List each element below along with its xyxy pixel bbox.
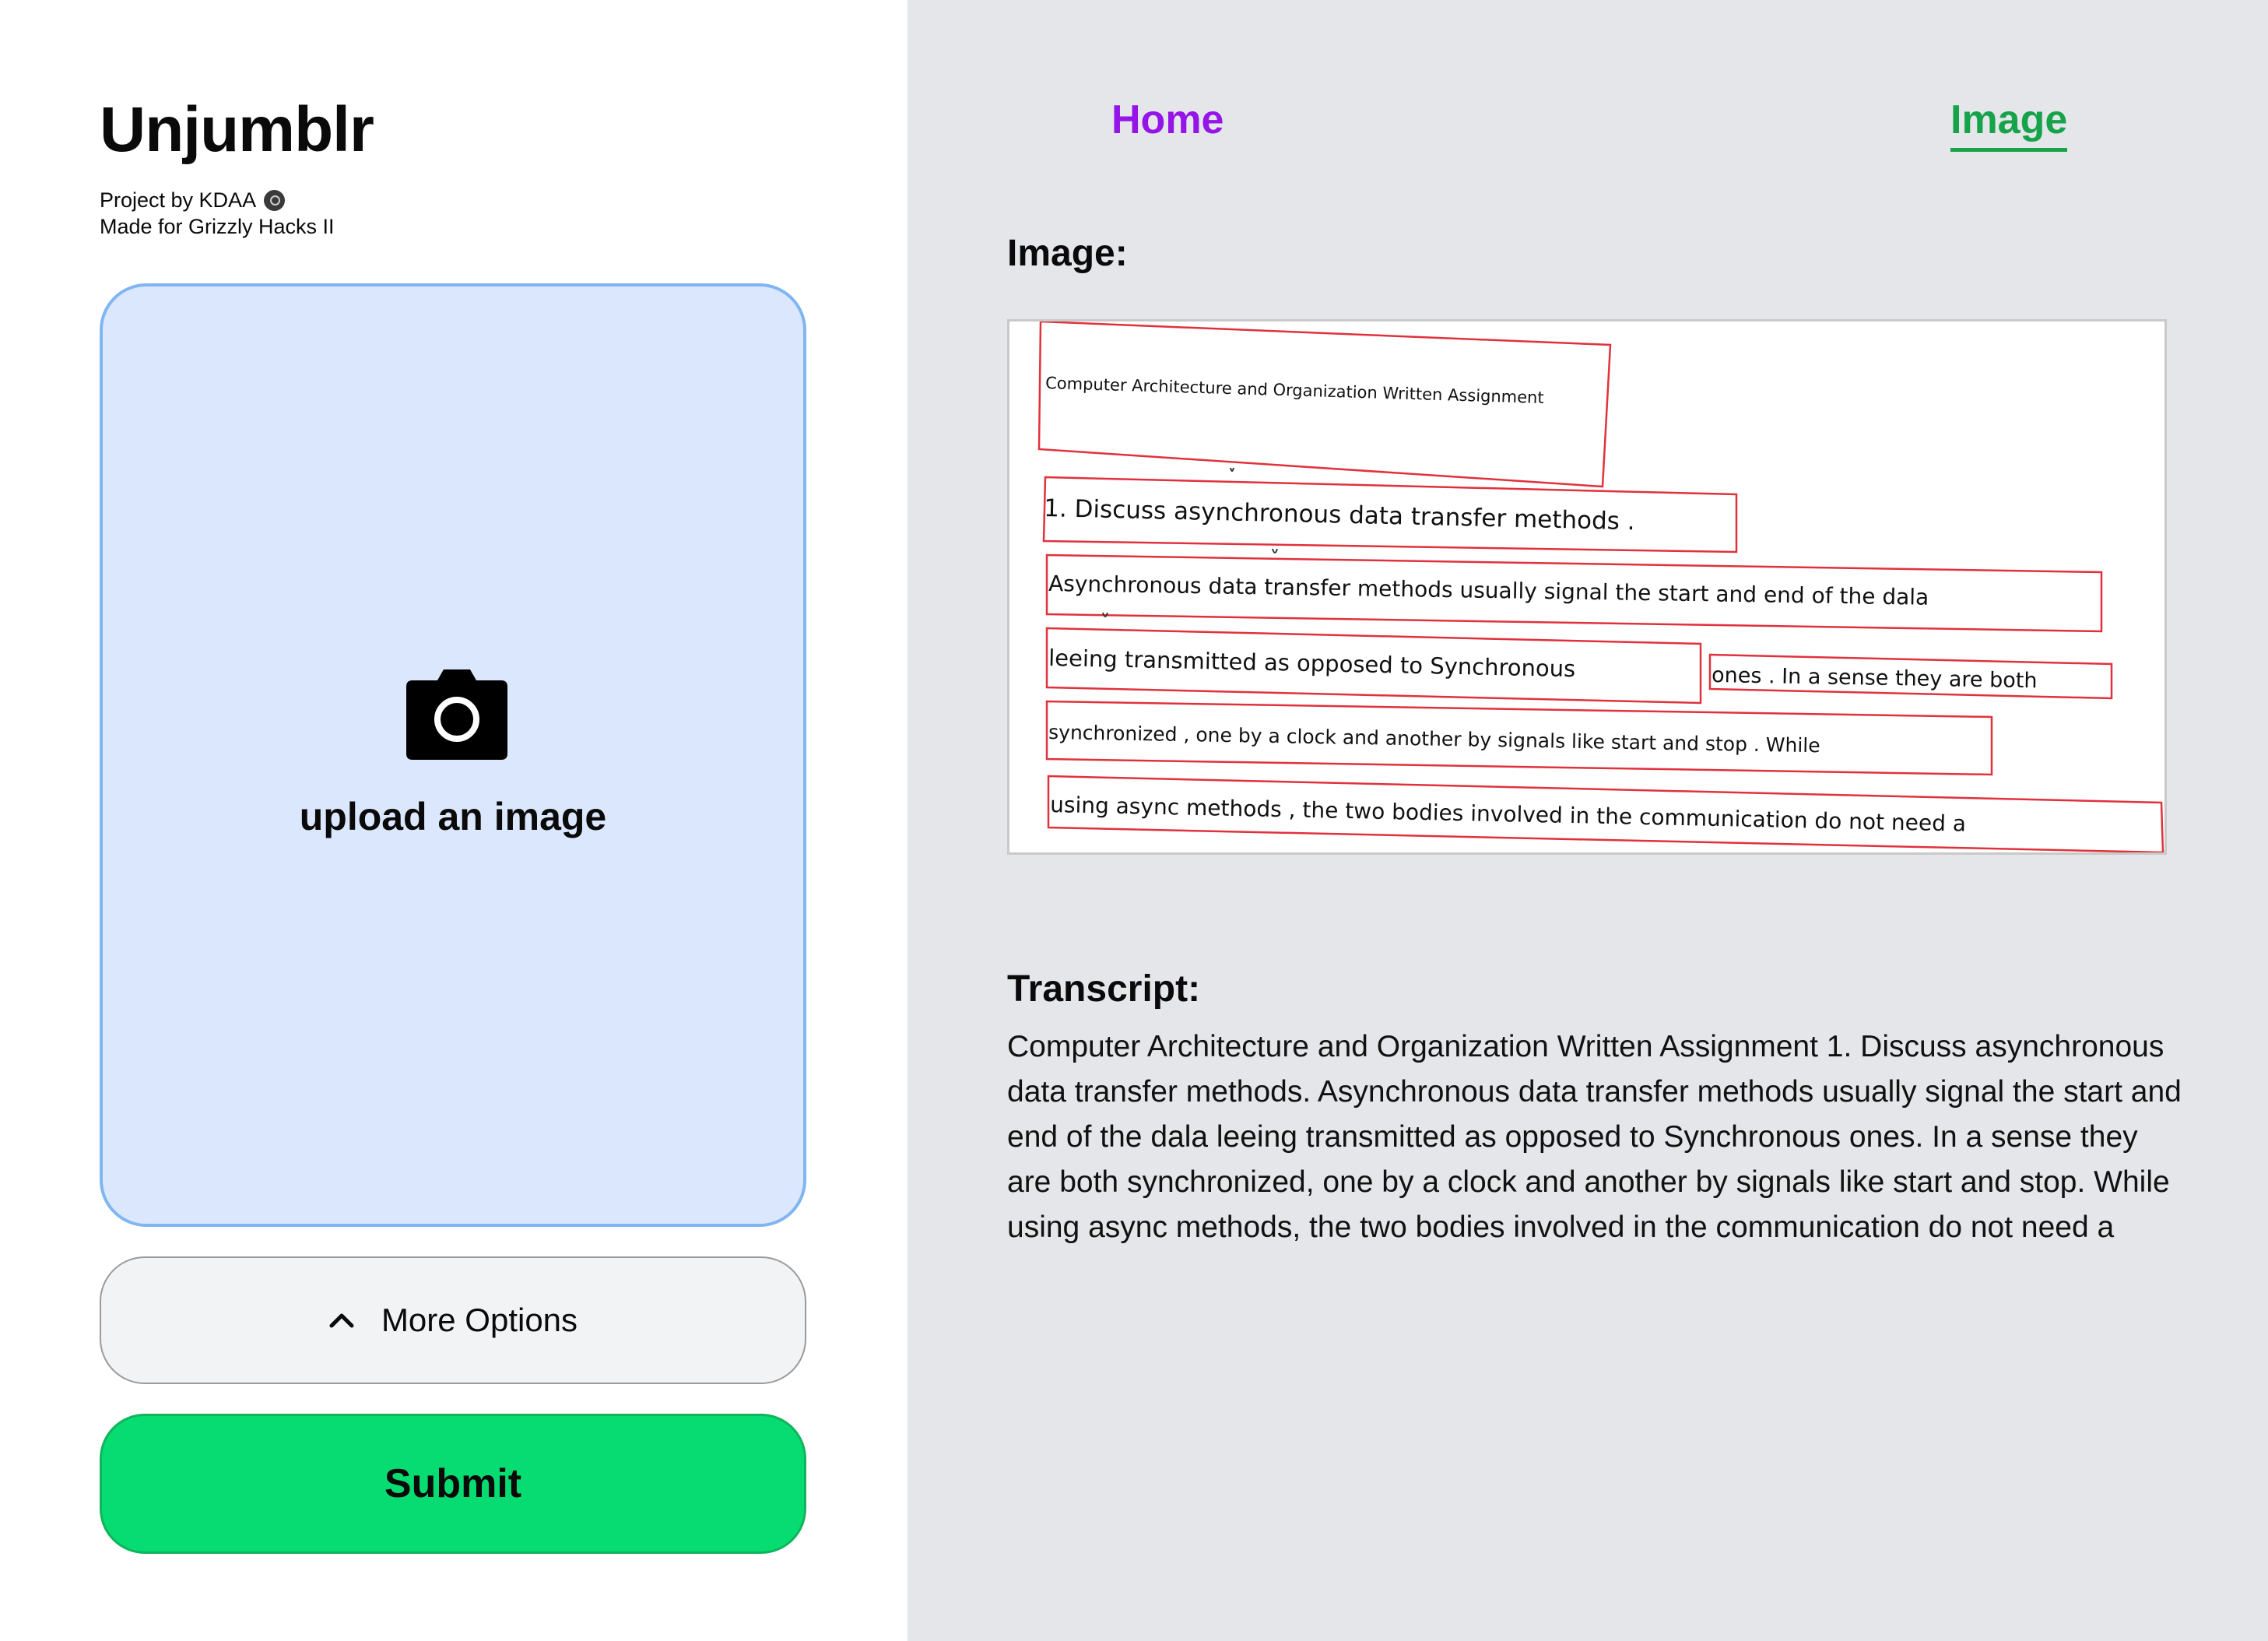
transcript-text: Computer Architecture and Organization Written Assignment 1. Discuss asynchronous data transfer methods. Asynchronous data transfer methods usually signal the start and end of the dala leeing transmitted as opposed to Synchronous ones. In a sense they are both synchronized, one by a clock and another by signals like start and stop. While using async methods, the two bodies involved in the communication do not need a xyxy=(1007,1030,2182,1244)
upload-label: upload an image xyxy=(299,795,607,838)
scan-line: Asynchronous data transfer methods usually signal the start and end of the dala xyxy=(1048,571,1929,610)
credits xyxy=(100,187,335,240)
transcript-heading: Transcript: xyxy=(1007,968,1201,1010)
image-upload-dropzone[interactable] xyxy=(100,283,806,1227)
ocr-image-preview xyxy=(1007,319,2167,855)
image-heading: Image: xyxy=(1007,233,1128,274)
scanned-document xyxy=(1009,322,2164,852)
scan-line: ones . In a sense they are both xyxy=(1711,663,2038,694)
more-options-button[interactable] xyxy=(100,1256,806,1384)
scan-line: Computer Architecture and Organization Written Assignment xyxy=(1044,374,1545,408)
app-title: Unjumblr xyxy=(100,94,374,165)
nav-home-link[interactable]: Home xyxy=(1111,97,1224,142)
chevron-up-icon xyxy=(328,1312,355,1329)
more-options-label: More Options xyxy=(381,1302,578,1338)
made-for-line: Made for Grizzly Hacks II xyxy=(100,215,335,238)
scan-line: synchronized , one by a clock and another by signals like start and stop . While xyxy=(1048,721,1820,757)
camera-icon xyxy=(406,669,507,760)
scan-line: leeing transmitted as opposed to Synchronous xyxy=(1048,645,1576,683)
kdaa-logo-icon xyxy=(264,190,285,211)
left-panel xyxy=(0,0,908,1641)
scan-line: 1. Discuss asynchronous data transfer methods . xyxy=(1043,494,1636,536)
nav-image-link[interactable]: Image xyxy=(1950,97,2067,152)
scan-line: using async methods , the two bodies involved in the communication do not need a xyxy=(1049,792,1967,837)
credit-text: Project by KDAA xyxy=(100,188,257,212)
submit-button[interactable]: Submit xyxy=(100,1414,806,1554)
credit-line xyxy=(100,187,335,213)
